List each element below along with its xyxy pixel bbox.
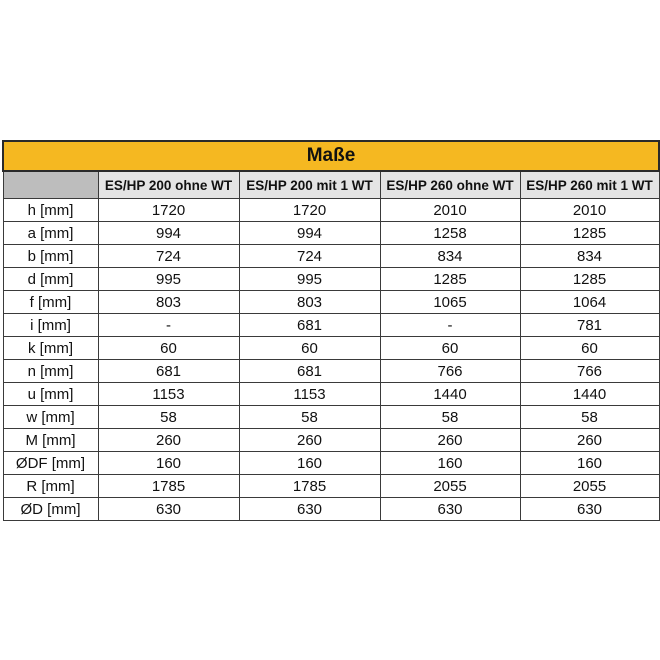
column-header-corner (3, 171, 98, 199)
table-cell: 995 (98, 268, 239, 291)
column-header-row (3, 171, 659, 199)
table-row (3, 199, 659, 222)
table-cell: 630 (520, 498, 659, 521)
table-cell: 995 (239, 268, 380, 291)
column-header-es-hp-260-ohne-wt: ES/HP 260 ohne WT (380, 171, 520, 199)
table-cell: 724 (98, 245, 239, 268)
dimensions-table (2, 140, 660, 521)
row-label: u [mm] (3, 383, 98, 406)
table-cell: 1153 (239, 383, 380, 406)
table-cell: 766 (520, 360, 659, 383)
table-cell: 260 (239, 429, 380, 452)
table-cell: 60 (380, 337, 520, 360)
table-cell: 58 (239, 406, 380, 429)
table-cell: 160 (239, 452, 380, 475)
table-row (3, 498, 659, 521)
table-cell: 160 (520, 452, 659, 475)
table-cell: 2010 (380, 199, 520, 222)
table-cell: 630 (239, 498, 380, 521)
row-label: h [mm] (3, 199, 98, 222)
table-cell: 681 (98, 360, 239, 383)
table-cell: 834 (380, 245, 520, 268)
table-cell: 1065 (380, 291, 520, 314)
table-cell: 1720 (239, 199, 380, 222)
table-cell: 1785 (239, 475, 380, 498)
table-cell: 160 (98, 452, 239, 475)
row-label: w [mm] (3, 406, 98, 429)
table-cell: 630 (380, 498, 520, 521)
table-cell: 1785 (98, 475, 239, 498)
table-cell: 1285 (520, 268, 659, 291)
table-body (3, 199, 659, 521)
table-cell: 630 (98, 498, 239, 521)
row-label: b [mm] (3, 245, 98, 268)
table-cell: 803 (239, 291, 380, 314)
table-title: Maße (3, 141, 659, 171)
table-cell: 260 (98, 429, 239, 452)
row-label: d [mm] (3, 268, 98, 291)
table-cell: 1285 (520, 222, 659, 245)
table-cell: 994 (98, 222, 239, 245)
table-cell: - (380, 314, 520, 337)
table-cell: 58 (520, 406, 659, 429)
table-cell: - (98, 314, 239, 337)
table-cell: 994 (239, 222, 380, 245)
table-cell: 2055 (380, 475, 520, 498)
table-cell: 724 (239, 245, 380, 268)
table-cell: 60 (98, 337, 239, 360)
table-cell: 1440 (520, 383, 659, 406)
row-label: k [mm] (3, 337, 98, 360)
table-cell: 834 (520, 245, 659, 268)
row-label: R [mm] (3, 475, 98, 498)
table-cell: 260 (380, 429, 520, 452)
table-cell: 1153 (98, 383, 239, 406)
row-label: M [mm] (3, 429, 98, 452)
table-cell: 1285 (380, 268, 520, 291)
table-cell: 766 (380, 360, 520, 383)
table-cell: 2010 (520, 199, 659, 222)
table-cell: 160 (380, 452, 520, 475)
table-cell: 681 (239, 360, 380, 383)
table-cell: 1440 (380, 383, 520, 406)
row-label: i [mm] (3, 314, 98, 337)
row-label: ØDF [mm] (3, 452, 98, 475)
table-cell: 2055 (520, 475, 659, 498)
row-label: n [mm] (3, 360, 98, 383)
table-row (3, 475, 659, 498)
row-label: f [mm] (3, 291, 98, 314)
table-row (3, 268, 659, 291)
table-row (3, 291, 659, 314)
table-cell: 1064 (520, 291, 659, 314)
table-cell: 58 (380, 406, 520, 429)
dimensions-table-container (2, 140, 658, 521)
row-label: a [mm] (3, 222, 98, 245)
table-row (3, 314, 659, 337)
table-cell: 681 (239, 314, 380, 337)
table-row (3, 383, 659, 406)
column-header-es-hp-200-mit-1-wt: ES/HP 200 mit 1 WT (239, 171, 380, 199)
table-cell: 60 (239, 337, 380, 360)
column-header-es-hp-260-mit-1-wt: ES/HP 260 mit 1 WT (520, 171, 659, 199)
table-cell: 1258 (380, 222, 520, 245)
table-row (3, 406, 659, 429)
table-cell: 1720 (98, 199, 239, 222)
row-label: ØD [mm] (3, 498, 98, 521)
table-cell: 803 (98, 291, 239, 314)
table-cell: 781 (520, 314, 659, 337)
table-row (3, 360, 659, 383)
table-row (3, 245, 659, 268)
table-cell: 58 (98, 406, 239, 429)
table-cell: 260 (520, 429, 659, 452)
table-row (3, 452, 659, 475)
column-header-es-hp-200-ohne-wt: ES/HP 200 ohne WT (98, 171, 239, 199)
table-cell: 60 (520, 337, 659, 360)
table-row (3, 222, 659, 245)
table-row (3, 337, 659, 360)
table-row (3, 429, 659, 452)
